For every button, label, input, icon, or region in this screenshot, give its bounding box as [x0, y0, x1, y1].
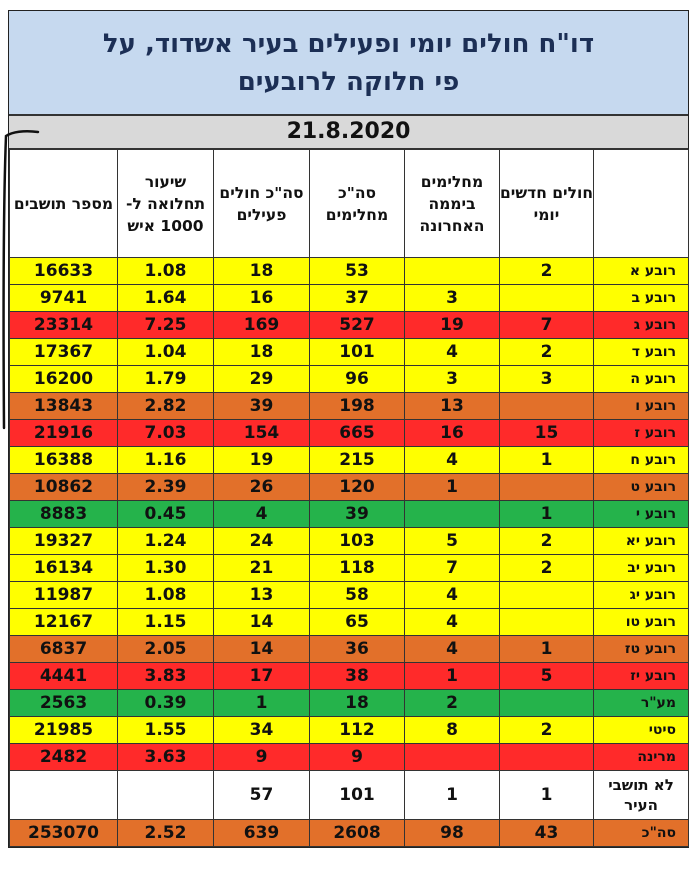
new-cases-cell [500, 582, 594, 609]
recovered-day-cell: 4 [405, 609, 500, 636]
header-active: סה"כ חולים פעילים [214, 150, 310, 258]
district-name-cell: רובע ז [594, 420, 689, 447]
report-date: 21.8.2020 [9, 116, 688, 149]
recovered-day-cell: 1 [405, 771, 500, 820]
residents-cell: 21985 [10, 717, 118, 744]
report-title-banner [9, 11, 688, 116]
new-cases-cell: 15 [500, 420, 594, 447]
table-row [10, 771, 689, 820]
table-row [10, 663, 689, 690]
district-name-cell: רובע ה [594, 366, 689, 393]
recovered-day-cell: 4 [405, 636, 500, 663]
infection-rate-cell: 7.25 [118, 312, 214, 339]
infection-rate-cell: 2.52 [118, 820, 214, 847]
recovered-day-cell: 5 [405, 528, 500, 555]
active-cases-cell: 14 [214, 636, 310, 663]
total-recovered-cell: 36 [310, 636, 405, 663]
active-cases-cell: 26 [214, 474, 310, 501]
total-recovered-cell: 112 [310, 717, 405, 744]
active-cases-cell: 4 [214, 501, 310, 528]
report-title: דו"ח חולים יומי ופעילים בעיר אשדוד, על פי חלוקה לרובעים [102, 28, 595, 97]
infection-rate-cell: 0.45 [118, 501, 214, 528]
residents-cell: 16388 [10, 447, 118, 474]
residents-cell: 6837 [10, 636, 118, 663]
table-row [10, 366, 689, 393]
total-recovered-cell: 39 [310, 501, 405, 528]
district-name-cell: רובע יג [594, 582, 689, 609]
district-name-cell: סה"כ [594, 820, 689, 847]
table-row [10, 555, 689, 582]
new-cases-cell: 2 [500, 339, 594, 366]
table-row [10, 339, 689, 366]
table-row [10, 744, 689, 771]
district-name-cell: רובע ט [594, 474, 689, 501]
table-row [10, 528, 689, 555]
recovered-day-cell: 13 [405, 393, 500, 420]
table-header-row [10, 150, 689, 258]
new-cases-cell: 7 [500, 312, 594, 339]
infection-rate-cell: 1.64 [118, 285, 214, 312]
active-cases-cell: 39 [214, 393, 310, 420]
infection-rate-cell: 3.63 [118, 744, 214, 771]
recovered-day-cell [405, 501, 500, 528]
active-cases-cell: 16 [214, 285, 310, 312]
residents-cell: 13843 [10, 393, 118, 420]
residents-cell: 9741 [10, 285, 118, 312]
district-name-cell: רובע יא [594, 528, 689, 555]
new-cases-cell: 1 [500, 501, 594, 528]
active-cases-cell: 24 [214, 528, 310, 555]
header-total-recovered: סה"כ מחלימים [310, 150, 405, 258]
recovered-day-cell: 1 [405, 663, 500, 690]
table-row [10, 447, 689, 474]
active-cases-cell: 57 [214, 771, 310, 820]
recovered-day-cell [405, 258, 500, 285]
new-cases-cell: 2 [500, 555, 594, 582]
total-recovered-cell: 120 [310, 474, 405, 501]
active-cases-cell: 14 [214, 609, 310, 636]
residents-cell: 11987 [10, 582, 118, 609]
active-cases-cell: 17 [214, 663, 310, 690]
active-cases-cell: 18 [214, 258, 310, 285]
district-name-cell: רובע א [594, 258, 689, 285]
header-recovered-day: מחלימים ביממה האחרונה [405, 150, 500, 258]
district-name-cell: רובע י [594, 501, 689, 528]
recovered-day-cell: 98 [405, 820, 500, 847]
district-name-cell: רובע טו [594, 609, 689, 636]
infection-rate-cell: 2.05 [118, 636, 214, 663]
active-cases-cell: 1 [214, 690, 310, 717]
residents-cell: 16134 [10, 555, 118, 582]
infection-rate-cell: 1.55 [118, 717, 214, 744]
total-recovered-cell: 38 [310, 663, 405, 690]
recovered-day-cell: 7 [405, 555, 500, 582]
new-cases-cell [500, 474, 594, 501]
new-cases-cell [500, 690, 594, 717]
table-row [10, 312, 689, 339]
total-recovered-cell: 9 [310, 744, 405, 771]
district-name-cell: רובע ד [594, 339, 689, 366]
infection-rate-cell: 1.30 [118, 555, 214, 582]
new-cases-cell [500, 393, 594, 420]
new-cases-cell: 5 [500, 663, 594, 690]
infection-rate-cell: 1.08 [118, 582, 214, 609]
header-rate: שיעור תחלואה ל- 1000 איש [118, 150, 214, 258]
table-row [10, 393, 689, 420]
active-cases-cell: 169 [214, 312, 310, 339]
active-cases-cell: 21 [214, 555, 310, 582]
new-cases-cell: 43 [500, 820, 594, 847]
header-new-cases: חולים חדשים יומי [500, 150, 594, 258]
residents-cell: 253070 [10, 820, 118, 847]
infection-rate-cell: 1.79 [118, 366, 214, 393]
total-recovered-cell: 215 [310, 447, 405, 474]
active-cases-cell: 29 [214, 366, 310, 393]
total-recovered-cell: 96 [310, 366, 405, 393]
recovered-day-cell: 19 [405, 312, 500, 339]
recovered-day-cell: 16 [405, 420, 500, 447]
new-cases-cell [500, 744, 594, 771]
recovered-day-cell: 4 [405, 339, 500, 366]
infection-rate-cell: 1.08 [118, 258, 214, 285]
infection-rate-cell: 3.83 [118, 663, 214, 690]
new-cases-cell [500, 609, 594, 636]
total-recovered-cell: 18 [310, 690, 405, 717]
total-recovered-cell: 103 [310, 528, 405, 555]
active-cases-cell: 19 [214, 447, 310, 474]
table-body [10, 258, 689, 847]
district-name-cell: רובע יז [594, 663, 689, 690]
district-name-cell: רובע טז [594, 636, 689, 663]
new-cases-cell: 3 [500, 366, 594, 393]
new-cases-cell: 2 [500, 258, 594, 285]
table-row [10, 717, 689, 744]
recovered-day-cell: 3 [405, 366, 500, 393]
infection-rate-cell: 1.16 [118, 447, 214, 474]
infection-rate-cell: 1.15 [118, 609, 214, 636]
district-name-cell: מרינה [594, 744, 689, 771]
active-cases-cell: 639 [214, 820, 310, 847]
residents-cell: 16200 [10, 366, 118, 393]
district-name-cell: רובע יב [594, 555, 689, 582]
residents-cell: 10862 [10, 474, 118, 501]
table-row [10, 636, 689, 663]
recovered-day-cell: 8 [405, 717, 500, 744]
recovered-day-cell: 1 [405, 474, 500, 501]
district-name-cell: רובע ו [594, 393, 689, 420]
table-row [10, 582, 689, 609]
total-recovered-cell: 101 [310, 771, 405, 820]
total-recovered-cell: 118 [310, 555, 405, 582]
infection-rate-cell: 0.39 [118, 690, 214, 717]
table-row [10, 285, 689, 312]
total-recovered-cell: 527 [310, 312, 405, 339]
residents-cell: 21916 [10, 420, 118, 447]
table-row [10, 820, 689, 847]
table-row [10, 420, 689, 447]
residents-cell [10, 771, 118, 820]
infection-rate-cell [118, 771, 214, 820]
report-sheet [8, 10, 689, 848]
infection-rate-cell: 2.82 [118, 393, 214, 420]
residents-cell: 16633 [10, 258, 118, 285]
residents-cell: 19327 [10, 528, 118, 555]
recovered-day-cell [405, 744, 500, 771]
new-cases-cell: 1 [500, 771, 594, 820]
district-name-cell: רובע ב [594, 285, 689, 312]
active-cases-cell: 9 [214, 744, 310, 771]
active-cases-cell: 13 [214, 582, 310, 609]
table-row [10, 474, 689, 501]
total-recovered-cell: 58 [310, 582, 405, 609]
new-cases-cell: 1 [500, 636, 594, 663]
recovered-day-cell: 4 [405, 582, 500, 609]
residents-cell: 17367 [10, 339, 118, 366]
total-recovered-cell: 665 [310, 420, 405, 447]
total-recovered-cell: 198 [310, 393, 405, 420]
residents-cell: 4441 [10, 663, 118, 690]
infection-rate-cell: 7.03 [118, 420, 214, 447]
active-cases-cell: 154 [214, 420, 310, 447]
district-name-cell: רובע ח [594, 447, 689, 474]
active-cases-cell: 18 [214, 339, 310, 366]
district-name-cell: לא תושבי העיר [594, 771, 689, 820]
recovered-day-cell: 2 [405, 690, 500, 717]
header-district [594, 150, 689, 258]
residents-cell: 23314 [10, 312, 118, 339]
residents-cell: 12167 [10, 609, 118, 636]
residents-cell: 2482 [10, 744, 118, 771]
district-name-cell: רובע ג [594, 312, 689, 339]
active-cases-cell: 34 [214, 717, 310, 744]
infection-rate-cell: 1.04 [118, 339, 214, 366]
infection-rate-cell: 1.24 [118, 528, 214, 555]
district-name-cell: מע"ר [594, 690, 689, 717]
total-recovered-cell: 2608 [310, 820, 405, 847]
infection-rate-cell: 2.39 [118, 474, 214, 501]
new-cases-cell: 1 [500, 447, 594, 474]
table-row [10, 609, 689, 636]
total-recovered-cell: 65 [310, 609, 405, 636]
table-row [10, 501, 689, 528]
districts-table [9, 149, 689, 847]
new-cases-cell: 2 [500, 717, 594, 744]
new-cases-cell: 2 [500, 528, 594, 555]
total-recovered-cell: 37 [310, 285, 405, 312]
residents-cell: 2563 [10, 690, 118, 717]
district-name-cell: סיטי [594, 717, 689, 744]
table-row [10, 690, 689, 717]
new-cases-cell [500, 285, 594, 312]
residents-cell: 8883 [10, 501, 118, 528]
total-recovered-cell: 101 [310, 339, 405, 366]
total-recovered-cell: 53 [310, 258, 405, 285]
table-row [10, 258, 689, 285]
header-residents: מספר תושבים [10, 150, 118, 258]
recovered-day-cell: 3 [405, 285, 500, 312]
recovered-day-cell: 4 [405, 447, 500, 474]
